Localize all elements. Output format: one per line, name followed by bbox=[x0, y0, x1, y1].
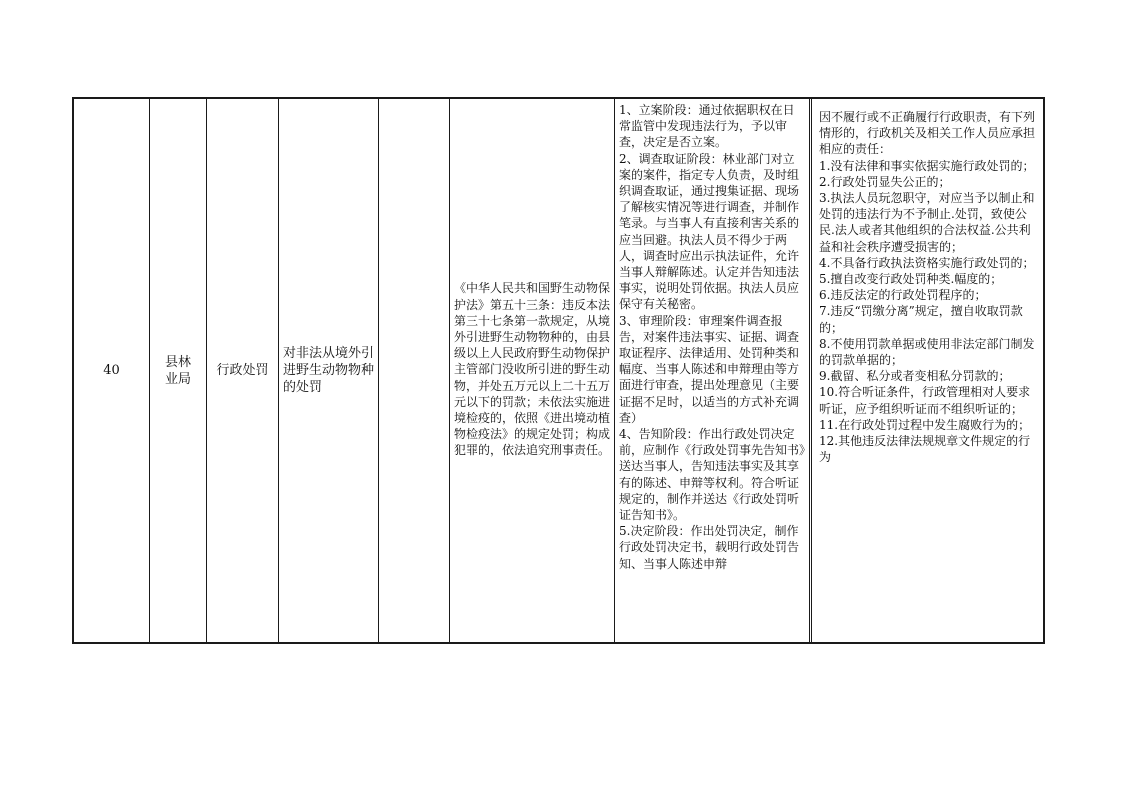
department-name: 县林业局 bbox=[164, 354, 191, 387]
item-name: 对非法从境外引进野生动物物种的处罚 bbox=[283, 346, 375, 395]
table-row bbox=[72, 97, 1045, 644]
procedure-cell bbox=[615, 99, 812, 642]
row-number: 40 bbox=[103, 363, 120, 378]
responsibility-text: 因不履行或不正确履行行政职责，有下列情形的，行政机关及相关工作人员应承担相应的责任： 1.没有法律和事实依据实施行政处罚的； 2.行政处罚显失公正的； 3.执法人员玩忽职守，对应当予以制止和处罚的违法行为不予制止.处罚，致使公民.法人或者其他组织的合法权益.公共利益和社会秩序遭受损害的； 4.不具备行政执法资格实施行政处罚的； 5.擅自改变行政处罚种类.幅度的； 6.违反法定的行政处罚程序的； 7.违反“罚缴分离”规定，擅自收取罚款的； 8.不使用罚款单据或使用非法定部门制发的罚款单据的； 9.截留、私分或者变相私分罚款的； 10.符合听证条件，行政管理相对人要求听证，应予组织听证而不组织听证的； 11.在行政处罚过程中发生腐败行为的； 12.其他违反法律法规规章文件规定的行为 bbox=[819, 110, 1036, 465]
legal-basis-cell bbox=[450, 99, 615, 642]
sub-item-cell bbox=[379, 99, 450, 642]
legal-basis-text: 《中华人民共和国野生动物保护法》第五十三条：违反本法第三十七条第一款规定，从境外引进野生动物物种的，由县级以上人民政府野生动物保护主管部门没收所引进的野生动物，并处五万元以上二十五万元以下的罚款；未依法实施进境检疫的，依照《进出境动植物检疫法》的规定处罚；构成犯罪的，依法追究刑事责任。 bbox=[454, 281, 611, 458]
department-cell bbox=[150, 99, 207, 642]
item-name-cell bbox=[279, 99, 379, 642]
responsibility-cell bbox=[815, 99, 1045, 642]
procedure-text: 1、立案阶段：通过依据职权在日常监管中发现违法行为，予以审查，决定是否立案。 2、调查取证阶段：林业部门对立案的案件，指定专人负责，及时组织调查取证，通过搜集证据、现场了解核实情况等进行调查，并制作笔录。与当事人有直接利害关系的应当回避。执法人员不得少于两人，调查时应出示执法证件，允许当事人辩解陈述。认定并告知违法事实，说明处罚依据。执法人员应保守有关秘密。 3、审理阶段：审理案件调查报告，对案件违法事实、证据、调查取证程序、法律适用、处罚种类和幅度、当事人陈述和申辩理由等方面进行审查，提出处理意见（主要证据不足时，以适当的方式补充调查） 4、告知阶段：作出行政处罚决定前，应制作《行政处罚事先告知书》送达当事人，告知违法事实及其享有的陈述、申辩等权利。符合听证规定的，制作并送达《行政处罚听证告知书》。 5.决定阶段：作出处罚决定，制作行政处罚决定书，载明行政处罚告知、当事人陈述申辩 bbox=[619, 103, 806, 571]
row-number-cell bbox=[74, 99, 150, 642]
category-cell bbox=[207, 99, 279, 642]
category-label: 行政处罚 bbox=[216, 363, 269, 378]
